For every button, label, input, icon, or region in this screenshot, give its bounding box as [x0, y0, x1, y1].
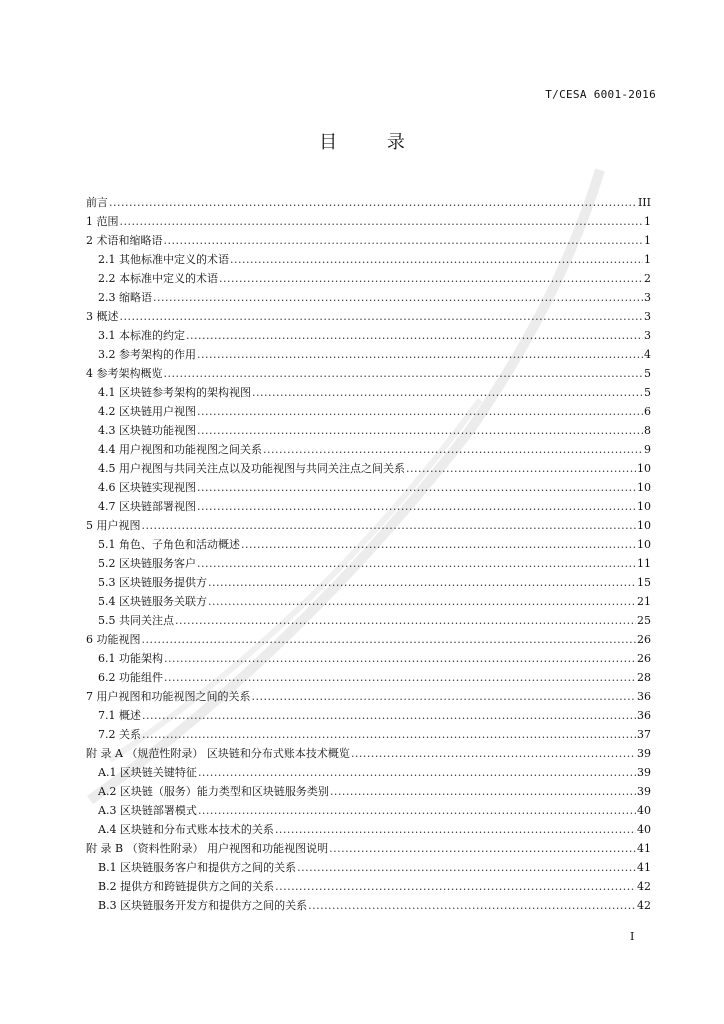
toc-entry-page: 10: [637, 481, 651, 494]
toc-entry-page: 5: [644, 386, 651, 399]
toc-entry[interactable]: [86, 744, 651, 763]
toc-entry-label: 5.2 区块链服务客户: [98, 557, 196, 570]
toc-leader-dots: [164, 364, 644, 383]
toc-entry[interactable]: [86, 668, 651, 687]
toc-entry-page: 41: [637, 842, 651, 855]
toc-leader-dots: [198, 801, 636, 820]
toc-entry[interactable]: [86, 440, 651, 459]
toc-entry-page: III: [637, 196, 651, 209]
toc-entry-label: 4.2 区块链用户视图: [98, 405, 196, 418]
toc-entry[interactable]: [86, 402, 651, 421]
toc-entry-page: 1: [644, 234, 651, 247]
toc-entry-page: 39: [637, 766, 651, 779]
toc-leader-dots: [175, 611, 636, 630]
toc-entry[interactable]: [86, 193, 651, 212]
toc-entry[interactable]: [86, 801, 651, 820]
toc-entry-page: 3: [644, 329, 651, 342]
toc-entry[interactable]: [86, 383, 651, 402]
toc-entry-label: B.2 提供方和跨链提供方之间的关系: [98, 880, 275, 893]
toc-leader-dots: [142, 630, 637, 649]
toc-entry-page: 10: [637, 538, 651, 551]
toc-entry-page: 8: [644, 424, 651, 437]
toc-entry-label: 4.1 区块链参考架构的架构视图: [98, 386, 251, 399]
toc-entry-page: 10: [637, 519, 651, 532]
toc-entry-label: B.3 区块链服务开发方和提供方之间的关系: [98, 899, 308, 912]
toc-leader-dots: [275, 820, 636, 839]
toc-entry-page: 11: [637, 557, 651, 570]
toc-entry[interactable]: [86, 706, 651, 725]
toc-entry[interactable]: [86, 345, 651, 364]
toc-entry-label: A.3 区块链部署模式: [98, 804, 197, 817]
toc-entry-page: 5: [644, 367, 651, 380]
toc-leader-dots: [252, 383, 643, 402]
toc-entry-label: 6.2 功能组件: [98, 671, 163, 684]
toc-entry[interactable]: [86, 782, 651, 801]
toc-entry-label: 4.5 用户视图与共同关注点以及功能视图与共同关注点之间关系: [98, 462, 405, 475]
standard-code: T/CESA 6001-2016: [545, 88, 656, 101]
toc-entry-label: 5.5 共同关注点: [98, 614, 174, 627]
toc-leader-dots: [252, 687, 637, 706]
toc-leader-dots: [164, 649, 636, 668]
toc-leader-dots: [308, 896, 636, 915]
toc-entry-label: 3.2 参考架构的作用: [98, 348, 196, 361]
toc-leader-dots: [153, 288, 643, 307]
toc-entry[interactable]: [86, 611, 651, 630]
toc-leader-dots: [197, 345, 643, 364]
toc-entry-page: 1: [644, 253, 651, 266]
toc-entry[interactable]: [86, 326, 651, 345]
toc-entry-page: 42: [637, 880, 651, 893]
toc-leader-dots: [197, 402, 643, 421]
toc-entry[interactable]: [86, 877, 651, 896]
toc-entry-page: 40: [637, 804, 651, 817]
toc-leader-dots: [142, 516, 637, 535]
toc-entry[interactable]: [86, 592, 651, 611]
toc-entry[interactable]: [86, 421, 651, 440]
toc-leader-dots: [164, 231, 644, 250]
toc-leader-dots: [297, 858, 636, 877]
toc-leader-dots: [330, 782, 636, 801]
toc-entry-label: 3.1 本标准的约定: [98, 329, 185, 342]
toc-entry-label: A.4 区块链和分布式账本技术的关系: [98, 823, 274, 836]
toc-entry-label: 2.1 其他标准中定义的术语: [98, 253, 229, 266]
toc-entry-page: 26: [637, 633, 651, 646]
toc-leader-dots: [275, 877, 636, 896]
toc-leader-dots: [120, 307, 644, 326]
toc-entry[interactable]: [86, 858, 651, 877]
toc-entry[interactable]: [86, 307, 651, 326]
toc-entry-label: 3 概述: [86, 310, 119, 323]
toc-entry-page: 39: [637, 785, 651, 798]
toc-entry-label: 7.2 关系: [98, 728, 141, 741]
toc-entry[interactable]: [86, 478, 651, 497]
table-of-contents: [86, 193, 651, 915]
toc-entry-label: 5.3 区块链服务提供方: [98, 576, 207, 589]
toc-entry[interactable]: [86, 212, 651, 231]
toc-entry-page: 37: [637, 728, 651, 741]
toc-entry[interactable]: [86, 269, 651, 288]
toc-leader-dots: [329, 839, 636, 858]
toc-entry[interactable]: [86, 231, 651, 250]
toc-entry-page: 36: [637, 690, 651, 703]
toc-entry[interactable]: [86, 725, 651, 744]
toc-entry-label: 2.3 缩略语: [98, 291, 152, 304]
toc-entry-page: 4: [644, 348, 651, 361]
toc-leader-dots: [406, 459, 636, 478]
toc-leader-dots: [241, 535, 636, 554]
toc-entry-label: 4 参考架构概览: [86, 367, 163, 380]
toc-entry[interactable]: [86, 288, 651, 307]
toc-entry[interactable]: [86, 839, 651, 858]
toc-entry[interactable]: [86, 687, 651, 706]
toc-leader-dots: [142, 706, 636, 725]
toc-entry[interactable]: [86, 820, 651, 839]
toc-entry-label: 2 术语和缩略语: [86, 234, 163, 247]
toc-leader-dots: [197, 421, 643, 440]
toc-leader-dots: [208, 573, 636, 592]
page-number: I: [630, 930, 635, 943]
toc-entry-label: 4.3 区块链功能视图: [98, 424, 196, 437]
toc-leader-dots: [219, 269, 643, 288]
toc-entry[interactable]: [86, 554, 651, 573]
toc-entry-page: 9: [644, 443, 651, 456]
toc-entry-page: 40: [637, 823, 651, 836]
toc-leader-dots: [186, 326, 643, 345]
toc-entry-label: 附 录 B （资料性附录） 用户视图和功能视图说明: [86, 842, 329, 855]
toc-leader-dots: [120, 212, 644, 231]
toc-entry[interactable]: [86, 573, 651, 592]
toc-entry-page: 3: [644, 291, 651, 304]
toc-entry-page: 6: [644, 405, 651, 418]
toc-leader-dots: [351, 744, 636, 763]
toc-entry[interactable]: [86, 497, 651, 516]
toc-leader-dots: [142, 725, 636, 744]
toc-entry-label: 1 范围: [86, 215, 119, 228]
toc-entry-page: 2: [644, 272, 651, 285]
toc-leader-dots: [164, 668, 636, 687]
toc-entry-label: B.1 区块链服务客户和提供方之间的关系: [98, 861, 297, 874]
toc-entry-page: 26: [637, 652, 651, 665]
toc-leader-dots: [208, 592, 636, 611]
toc-leader-dots: [263, 440, 643, 459]
toc-entry-label: 7 用户视图和功能视图之间的关系: [86, 690, 251, 703]
toc-leader-dots: [197, 497, 636, 516]
toc-entry-page: 28: [637, 671, 651, 684]
toc-entry-page: 25: [637, 614, 651, 627]
toc-entry[interactable]: [86, 535, 651, 554]
toc-entry-page: 42: [637, 899, 651, 912]
toc-entry-label: A.2 区块链（服务）能力类型和区块链服务类别: [98, 785, 329, 798]
toc-entry[interactable]: [86, 763, 651, 782]
toc-entry-page: 36: [637, 709, 651, 722]
toc-entry-page: 10: [637, 462, 651, 475]
toc-leader-dots: [197, 554, 636, 573]
toc-entry-label: A.1 区块链关键特征: [98, 766, 197, 779]
toc-leader-dots: [198, 763, 636, 782]
toc-entry[interactable]: [86, 630, 651, 649]
toc-entry-page: 39: [637, 747, 651, 760]
toc-entry-page: 21: [637, 595, 651, 608]
toc-entry-label: 前言: [86, 196, 108, 209]
toc-entry[interactable]: [86, 364, 651, 383]
toc-entry-label: 5.1 角色、子角色和活动概述: [98, 538, 240, 551]
toc-entry-label: 5.4 区块链服务关联方: [98, 595, 207, 608]
toc-entry-label: 附 录 A （规范性附录） 区块链和分布式账本技术概览: [86, 747, 350, 760]
page-title: 目 录: [319, 132, 427, 153]
toc-entry[interactable]: [86, 250, 651, 269]
toc-entry-label: 5 用户视图: [86, 519, 141, 532]
toc-entry-page: 1: [644, 215, 651, 228]
toc-leader-dots: [197, 478, 636, 497]
toc-entry[interactable]: [86, 459, 651, 478]
toc-entry-label: 4.4 用户视图和功能视图之间关系: [98, 443, 262, 456]
toc-entry[interactable]: [86, 649, 651, 668]
toc-entry-label: 6 功能视图: [86, 633, 141, 646]
toc-entry-label: 4.6 区块链实现视图: [98, 481, 196, 494]
toc-leader-dots: [230, 250, 643, 269]
toc-entry-label: 6.1 功能架构: [98, 652, 163, 665]
toc-entry-label: 4.7 区块链部署视图: [98, 500, 196, 513]
toc-leader-dots: [109, 193, 637, 212]
toc-entry-page: 41: [637, 861, 651, 874]
toc-entry-page: 3: [644, 310, 651, 323]
toc-entry-page: 15: [637, 576, 651, 589]
toc-entry[interactable]: [86, 516, 651, 535]
toc-entry-label: 7.1 概述: [98, 709, 141, 722]
toc-entry-label: 2.2 本标准中定义的术语: [98, 272, 218, 285]
toc-entry-page: 10: [637, 500, 651, 513]
toc-entry[interactable]: [86, 896, 651, 915]
